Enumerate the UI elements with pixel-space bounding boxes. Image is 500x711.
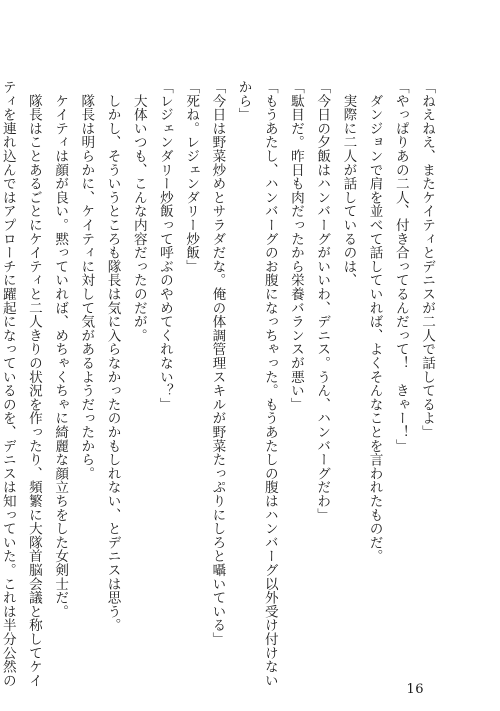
text-line: 「死ね。レジェンダリー炒飯」: [183, 80, 200, 274]
text-line: 「レジェンダリー炒飯って呼ぶのやめてくれない？」: [156, 80, 173, 412]
text-line: 「今日の夕飯はハンバーグがいいわ、デニス。うん、ハンバーグだわ」: [314, 80, 331, 522]
text-line: 「もうあたし、ハンバーグのお腹になっちゃった。もうあたしの腹はハンバーグ以外受け付けない: [261, 80, 278, 688]
text-line: 「やっぱりあの二人、付き合ってるんだって！ きゃー！」: [392, 80, 409, 453]
text-line: 「ねえねえ、またケイティとデニスが二人で話してるよ」: [419, 80, 435, 439]
text-line: から」: [235, 80, 252, 122]
text-line: ティを連れ込んではアプローチに躍起になっているのを、デニスは知っていた。これは半分公然の: [0, 80, 16, 688]
page-number: 16: [406, 682, 424, 697]
text-line: ケイティは顔が良い。黙っていれば、めちゃくちゃに綺麗な顔立ちをした女剣士だ。: [52, 80, 69, 619]
text-line: 「今日は野菜炒めとサラダだな。俺の体調管理スキルが野菜たっぷりにしろと囁いている」: [209, 80, 226, 646]
text-line: 「駄目だ。昨日も肉だったから栄養バランスが悪い」: [287, 80, 304, 412]
text-line: 実際に二人が話しているのは、: [340, 80, 357, 287]
text-line: ダンジョンで肩を並べて話していれば、よくそんなことを言われたものだ。: [366, 80, 383, 563]
text-line: しかし、そういうところも隊長は気に入らなかったのかもしれない、とデニスは思う。: [104, 80, 121, 632]
vertical-text-body: [0, 80, 440, 688]
text-line: 隊長は明らかに、ケイティに対して気があるようだったから。: [78, 80, 95, 481]
text-line: 隊長はことあるごとにケイティと二人きりの状況を作ったり、頻繁に大隊首脳会議と称してケイ: [25, 80, 42, 688]
text-line: 大体いつも、こんな内容だったのだが。: [130, 80, 147, 343]
